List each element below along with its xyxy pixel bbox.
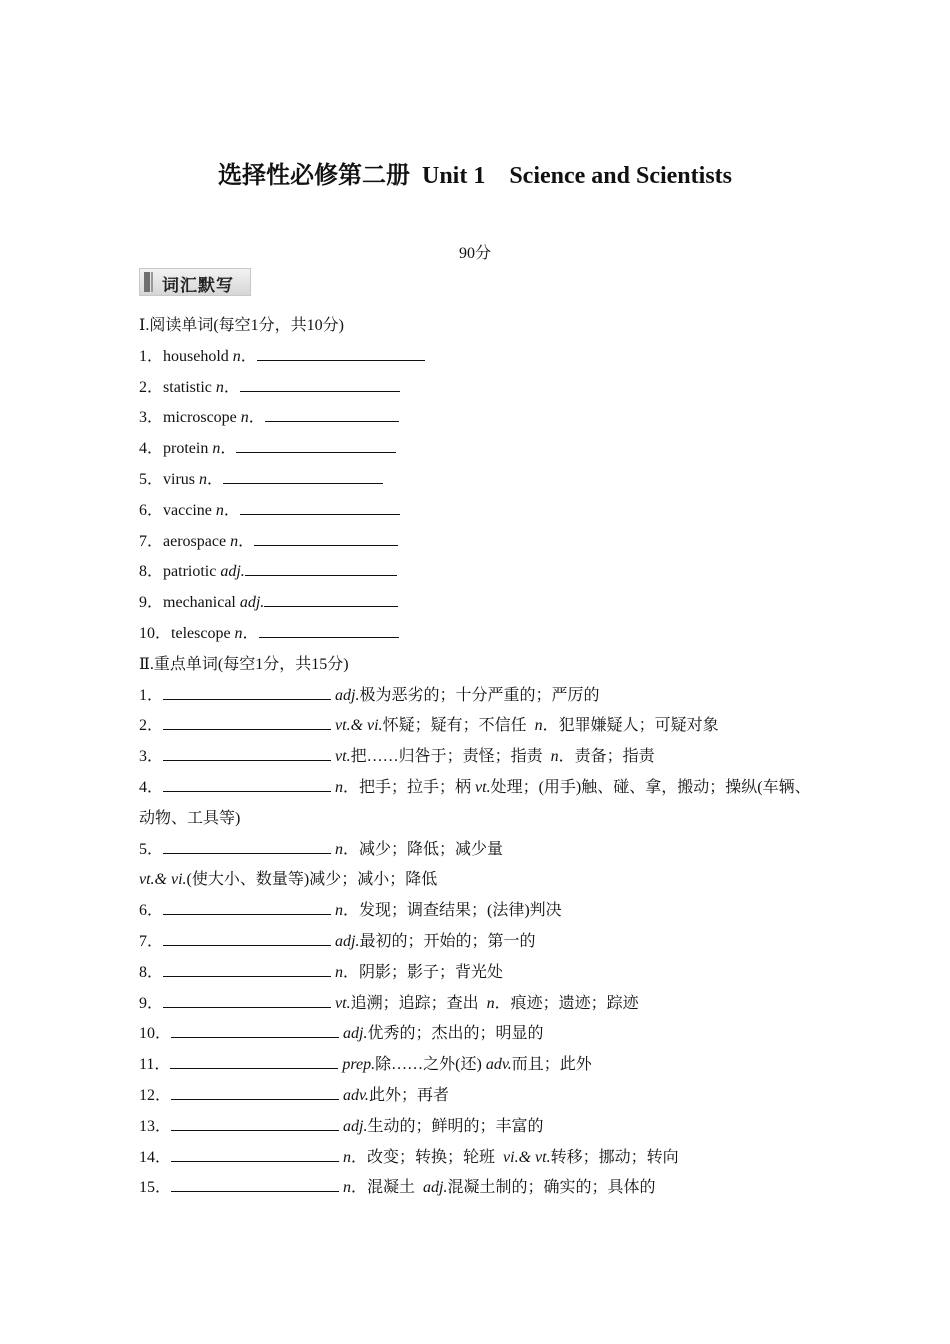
item-word: aerospace xyxy=(163,532,231,550)
item-pos: n xyxy=(486,994,495,1012)
answer-blank[interactable] xyxy=(163,836,331,854)
list-item xyxy=(139,1143,819,1174)
list-item: 5．virus n． xyxy=(139,465,819,496)
item-number: 12． xyxy=(139,1086,172,1104)
item-word: mechanical xyxy=(163,594,240,612)
item-definition: ．改变；转换；轮班 xyxy=(351,1148,504,1166)
answer-blank[interactable] xyxy=(257,343,425,361)
item-definition: 极为恶劣的；十分严重的；严厉的 xyxy=(359,686,600,704)
item-definition: 追溯；追踪；查出 xyxy=(350,994,487,1012)
item-word: household xyxy=(163,347,233,365)
total-score: 90分 xyxy=(458,245,491,262)
answer-blank[interactable] xyxy=(163,682,331,700)
badge-bar-icon-thin xyxy=(151,272,153,292)
item-pos: n xyxy=(212,440,221,458)
item-pos: adj. xyxy=(343,1117,368,1135)
item-definition: 把……归咎于；责怪；指责 xyxy=(350,748,551,766)
answer-blank[interactable] xyxy=(254,528,398,546)
item-number: 2． xyxy=(139,717,164,735)
list-item: 7．aerospace n． xyxy=(139,527,819,558)
item-number: 5． xyxy=(139,840,164,858)
item-definition: ．减少；降低；减少量 xyxy=(343,840,504,858)
item-number: 1． xyxy=(139,686,164,704)
item-pos: n xyxy=(234,624,243,642)
item-pos: n xyxy=(534,717,543,735)
item-pos: n xyxy=(335,902,344,920)
item-pos: n xyxy=(240,409,249,427)
answer-blank[interactable] xyxy=(236,435,396,453)
list-item: 1．household n． xyxy=(139,342,819,373)
item-definition: 此外；再者 xyxy=(368,1086,449,1104)
section-badge xyxy=(139,268,251,296)
item-definition: ．混凝土 xyxy=(351,1179,424,1197)
item-pos: n xyxy=(335,840,344,858)
part2-heading: Ⅱ.重点单词(每空1分，共15分) xyxy=(139,655,349,673)
answer-blank[interactable] xyxy=(265,404,399,422)
item-word: microscope xyxy=(163,409,241,427)
item-number: 11． xyxy=(139,1056,171,1074)
item-pos: n xyxy=(230,532,239,550)
answer-blank[interactable] xyxy=(171,1082,339,1100)
list-item xyxy=(139,1050,819,1081)
item-definition: (使大小、数量等)减少；减小；降低 xyxy=(186,871,438,889)
item-pos: adj. xyxy=(423,1179,448,1197)
list-item: 10．telescope n． xyxy=(139,619,819,650)
item-number: 9． xyxy=(139,594,164,612)
item-definition: ．痕迹；遗迹；踪迹 xyxy=(494,994,639,1012)
item-definition: ．阴影；影子；背光处 xyxy=(343,963,504,981)
item-definition: 除……之外(还) xyxy=(375,1056,486,1074)
item-pos: adv. xyxy=(485,1056,512,1074)
item-number: 7． xyxy=(139,532,164,550)
list-item: 2．statistic n． xyxy=(139,373,819,404)
item-word: statistic xyxy=(163,378,216,396)
item-definition: ．犯罪嫌疑人；可疑对象 xyxy=(542,717,719,735)
answer-blank[interactable] xyxy=(163,990,331,1008)
item-number: 3． xyxy=(139,409,164,427)
item-pos: n xyxy=(343,1148,352,1166)
item-definition: 混凝土制的；确实的；具体的 xyxy=(447,1179,656,1197)
item-definition: 优秀的；杰出的；明显的 xyxy=(367,1025,544,1043)
answer-blank[interactable] xyxy=(163,959,331,977)
item-pos: adj. xyxy=(239,594,265,612)
list-item xyxy=(139,588,819,619)
answer-blank[interactable] xyxy=(240,497,400,515)
item-pos: adj. xyxy=(335,686,360,704)
item-pos: n xyxy=(335,778,344,796)
item-definition: 而且；此外 xyxy=(511,1056,592,1074)
list-item-continued xyxy=(139,865,819,896)
item-pos: n xyxy=(199,470,208,488)
list-item xyxy=(139,773,819,835)
list-item xyxy=(139,958,819,989)
item-definition: 生动的；鲜明的；丰富的 xyxy=(367,1117,544,1135)
answer-blank[interactable] xyxy=(245,558,397,576)
item-pos: vt. xyxy=(335,748,351,766)
item-pos: vt.& vi. xyxy=(335,717,383,735)
item-number: 6． xyxy=(139,501,164,519)
list-item xyxy=(139,1173,819,1204)
answer-blank[interactable] xyxy=(163,712,331,730)
item-pos: n xyxy=(215,501,224,519)
badge-bar-icon xyxy=(144,272,150,292)
item-number: 13． xyxy=(139,1117,172,1135)
item-pos: n xyxy=(550,748,559,766)
item-pos: n xyxy=(343,1179,352,1197)
item-definition: 转移；挪动；转向 xyxy=(550,1148,679,1166)
part1-heading: Ⅰ.阅读单词(每空1分，共10分) xyxy=(139,317,344,334)
answer-blank[interactable] xyxy=(163,928,331,946)
list-item xyxy=(139,1112,819,1143)
item-number: 3． xyxy=(139,748,164,766)
item-number: 4． xyxy=(139,778,164,796)
answer-blank[interactable] xyxy=(163,774,331,792)
answer-blank[interactable] xyxy=(240,374,400,392)
section-badge-label: 词汇默写 xyxy=(162,276,234,296)
list-item xyxy=(139,1019,819,1050)
list-item xyxy=(139,989,819,1020)
item-definition: ．发现；调查结果；(法律)判决 xyxy=(343,902,562,920)
list-item: 6．vaccine n． xyxy=(139,496,819,527)
list-item xyxy=(139,896,819,927)
list-item xyxy=(139,711,819,742)
item-word: virus xyxy=(163,470,200,488)
item-pos: vi.& vt. xyxy=(503,1148,551,1166)
item-pos: vt. xyxy=(335,994,351,1012)
item-word: patriotic xyxy=(163,563,221,581)
item-definition: 处理；(用手)触、碰、拿，搬动；操纵(车辆、动物、工具等) xyxy=(139,778,811,827)
item-pos: n xyxy=(232,347,241,365)
answer-blank[interactable] xyxy=(171,1174,339,1192)
item-pos: prep. xyxy=(342,1056,376,1074)
item-pos: adj. xyxy=(343,1025,368,1043)
list-item: 3．microscope n． xyxy=(139,403,819,434)
item-definition: 最初的；开始的；第一的 xyxy=(359,932,536,950)
list-item xyxy=(139,1081,819,1112)
item-pos: adj. xyxy=(220,563,245,581)
item-number: 8． xyxy=(139,563,164,581)
answer-blank[interactable] xyxy=(171,1144,339,1162)
item-pos: adv. xyxy=(343,1086,369,1104)
answer-blank[interactable] xyxy=(171,1020,339,1038)
item-number: 15． xyxy=(139,1179,172,1197)
list-item xyxy=(139,927,819,958)
item-word: telescope xyxy=(171,624,235,642)
item-pos: adj. xyxy=(335,932,360,950)
item-number: 7． xyxy=(139,932,164,950)
item-pos: vt.& vi. xyxy=(139,871,187,889)
item-definition: ．责备；指责 xyxy=(558,748,655,766)
item-pos: n xyxy=(215,378,224,396)
item-number: 4． xyxy=(139,440,164,458)
answer-blank[interactable] xyxy=(163,897,331,915)
item-word: protein xyxy=(163,440,213,458)
list-item xyxy=(139,742,819,773)
item-definition: 怀疑；疑有；不信任 xyxy=(382,717,535,735)
item-number: 9． xyxy=(139,994,164,1012)
item-number: 8． xyxy=(139,963,164,981)
worksheet-content xyxy=(139,311,819,1204)
item-pos: n xyxy=(335,963,344,981)
answer-blank[interactable] xyxy=(171,1113,339,1131)
list-item xyxy=(139,835,819,866)
list-item xyxy=(139,557,819,588)
item-pos: vt. xyxy=(475,778,491,796)
item-number: 14． xyxy=(139,1148,172,1166)
item-number: 1． xyxy=(139,347,164,365)
answer-blank[interactable] xyxy=(264,589,398,607)
item-definition: ．把手；拉手；柄 xyxy=(343,778,476,796)
item-number: 6． xyxy=(139,902,164,920)
item-number: 5． xyxy=(139,470,164,488)
answer-blank[interactable] xyxy=(163,743,331,761)
answer-blank[interactable] xyxy=(223,466,383,484)
page-title: 选择性必修第二册 Unit 1 Science and Scientists xyxy=(217,163,732,189)
item-number: 10． xyxy=(139,1025,172,1043)
answer-blank[interactable] xyxy=(259,620,399,638)
list-item: 4．protein n． xyxy=(139,434,819,465)
answer-blank[interactable] xyxy=(170,1051,338,1069)
item-word: vaccine xyxy=(163,501,216,519)
list-item xyxy=(139,681,819,712)
item-number: 10． xyxy=(139,624,172,642)
item-number: 2． xyxy=(139,378,164,396)
